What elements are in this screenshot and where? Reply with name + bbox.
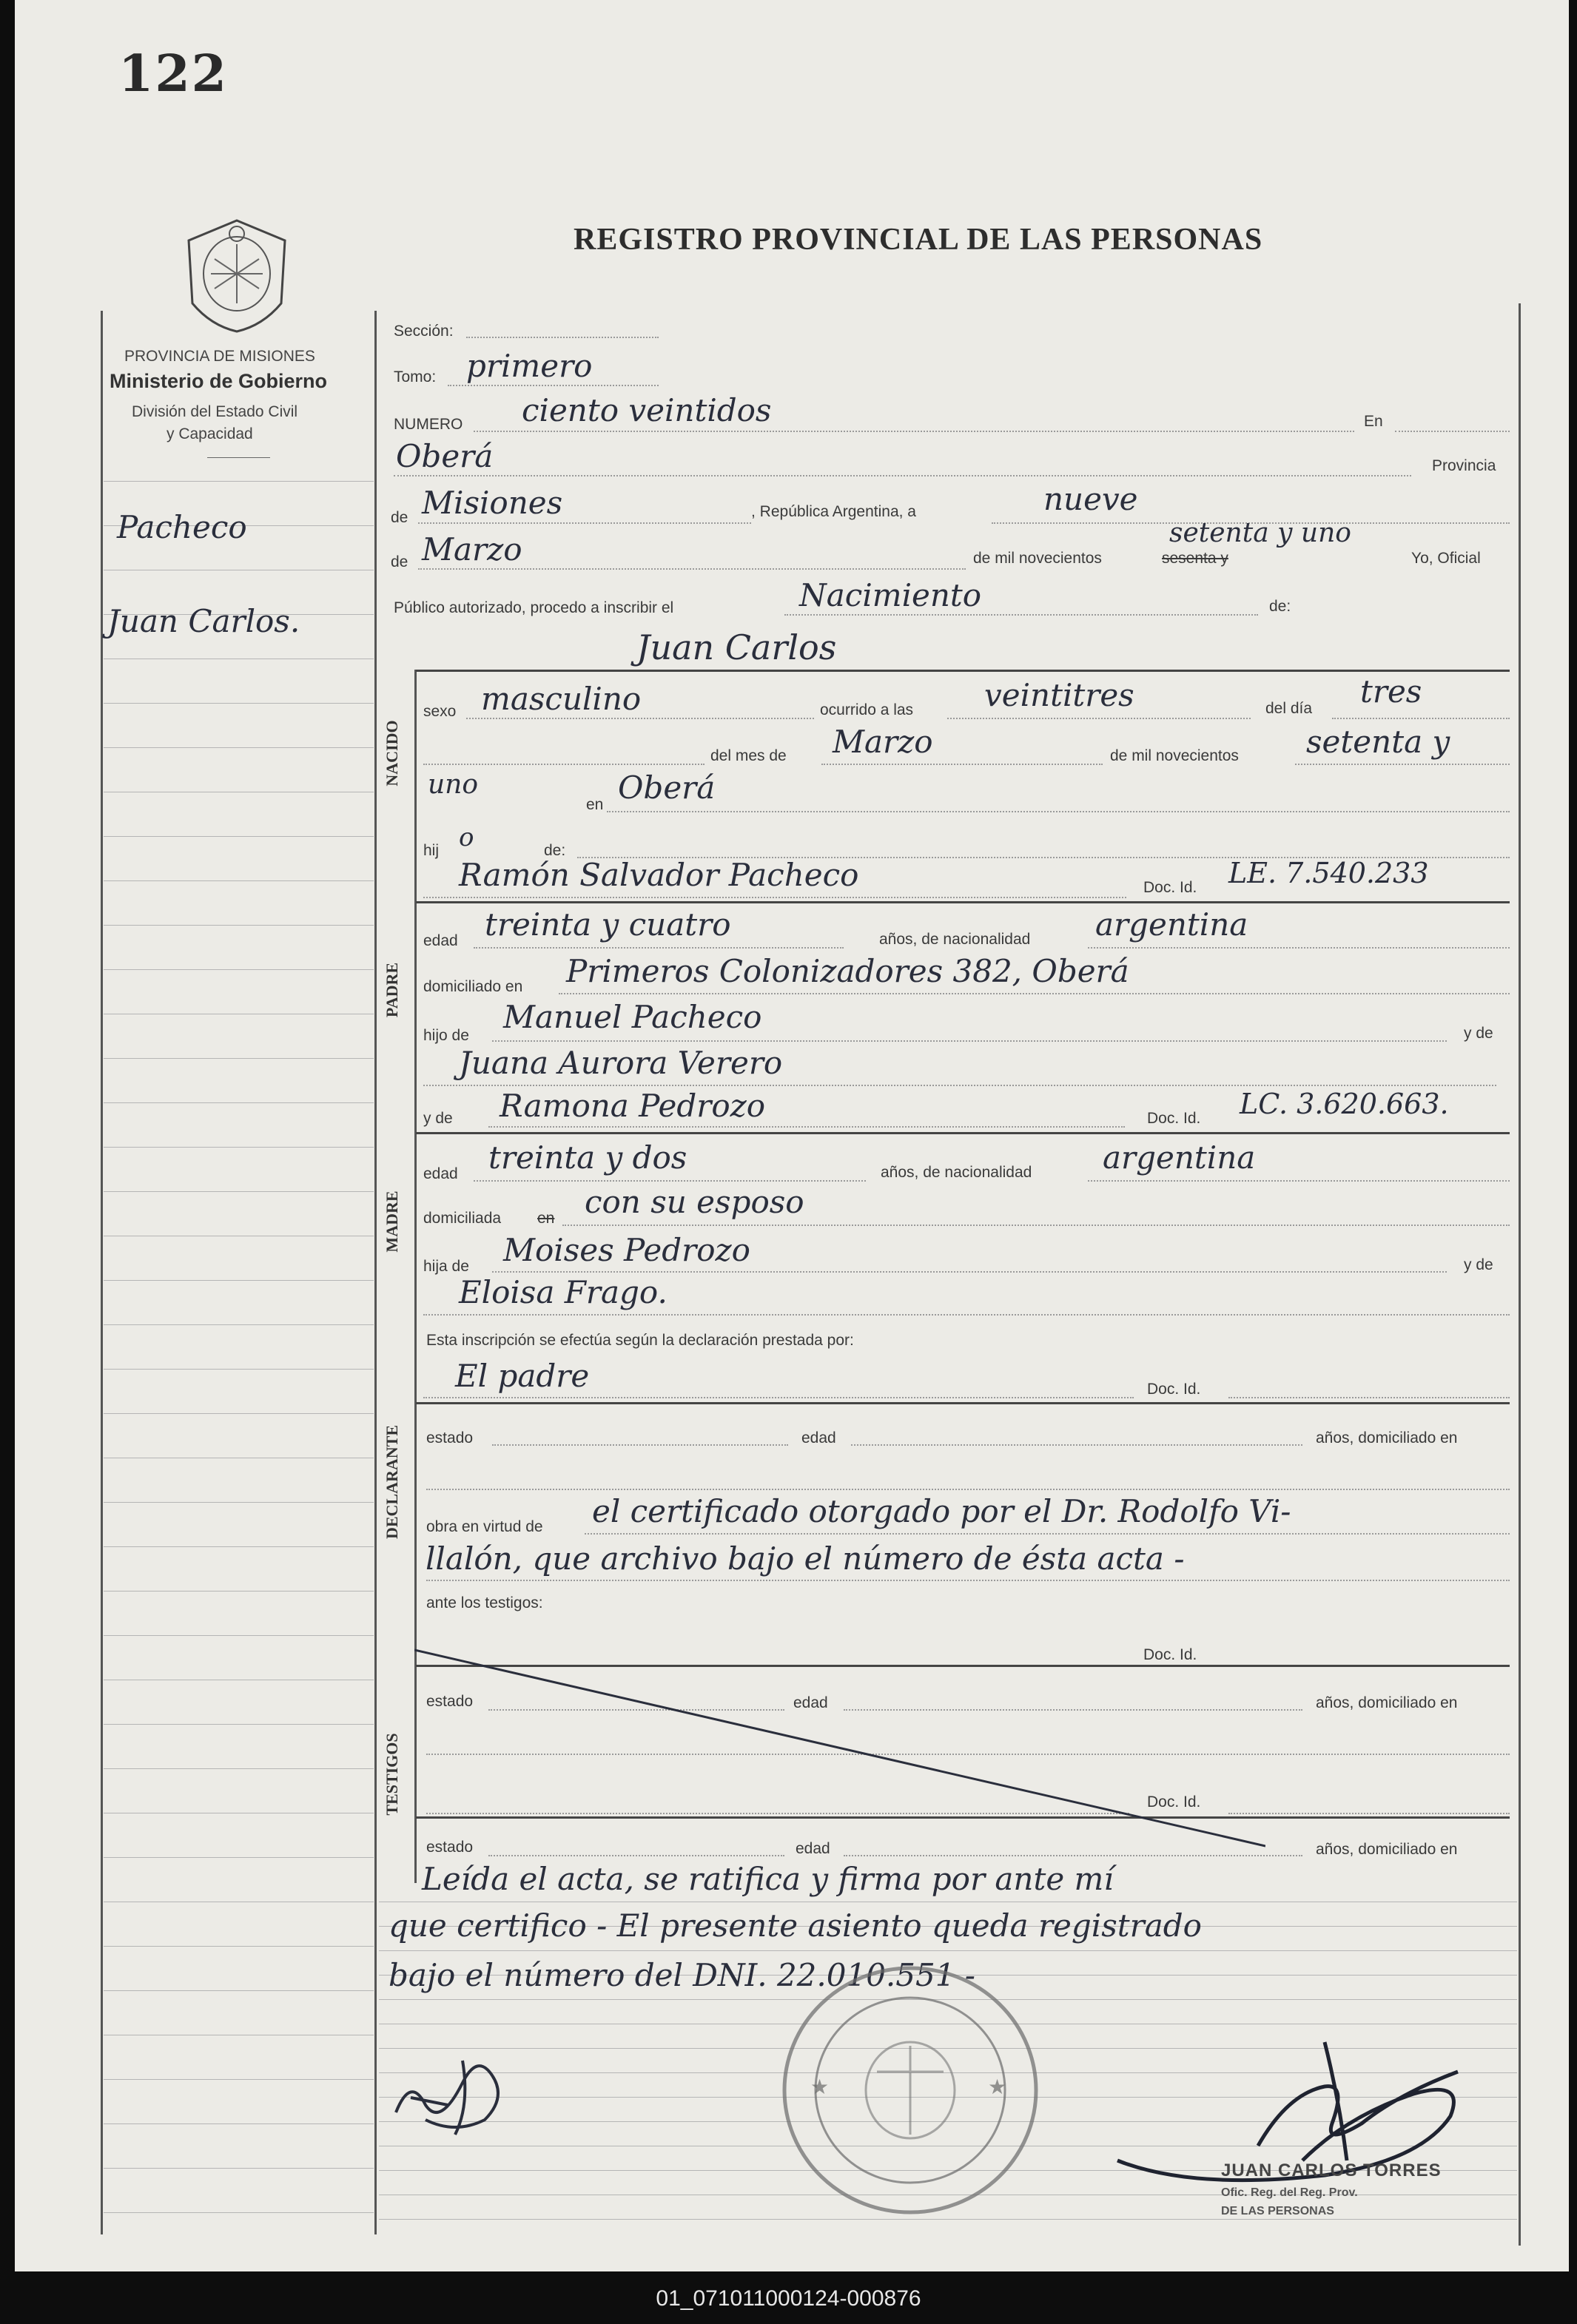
father-mother: Juana Aurora Verero [459, 1045, 783, 1081]
margin-rule [104, 2168, 374, 2169]
margin-rule [104, 1946, 374, 1947]
margin-rule [104, 1191, 374, 1192]
margin-rule [104, 1546, 374, 1547]
section-madre: MADRE [383, 1190, 401, 1253]
division-line-1: División del Estado Civil [132, 403, 298, 420]
provincia-line [418, 522, 751, 524]
section-nacido: NACIDO [383, 720, 401, 787]
father-age: treinta y cuatro [485, 906, 731, 943]
hij-label: hij [423, 842, 440, 859]
father-name: Ramón Salvador Pacheco [459, 857, 859, 893]
witness2-estado-label: estado [426, 1839, 474, 1856]
declarant-anios-label: años, domiciliado en [1316, 1429, 1458, 1446]
name-rule [416, 670, 1510, 672]
acto-value: Nacimiento [799, 577, 982, 613]
margin-rule [104, 2123, 374, 2124]
witness2-doc-line [1228, 1813, 1510, 1814]
mother-mother-line [423, 1314, 1510, 1316]
anio-line [1295, 764, 1510, 765]
ministry-name: Ministerio de Gobierno [110, 370, 328, 392]
father-doc: LE. 7.540.233 [1228, 857, 1429, 889]
svg-text:★: ★ [810, 2075, 830, 2099]
obra-line-2: llalón, que archivo bajo el número de ésta acta - [426, 1540, 1185, 1577]
acto-line [784, 614, 1258, 616]
margin-rule [104, 1990, 374, 1991]
mother-name: Ramona Pedrozo [500, 1088, 766, 1124]
declarant-doc-label: Doc. Id. [1147, 1381, 1201, 1398]
register-title: REGISTRO PROVINCIAL DE LAS PERSONAS [574, 223, 1263, 257]
margin-rule [104, 1058, 374, 1059]
svg-text:★: ★ [988, 2075, 1007, 2099]
margin-rule [104, 1768, 374, 1769]
margin-rule [104, 1280, 374, 1281]
sexo-label: sexo [423, 703, 457, 720]
margin-right-border [374, 311, 377, 2234]
numero-line [474, 431, 1354, 432]
mother-dom: con su esposo [585, 1184, 804, 1220]
witness2-edad-line [844, 1855, 1302, 1856]
en-line [1395, 431, 1510, 432]
mes-value: Marzo [833, 724, 933, 760]
obra-line-1-rule [585, 1533, 1510, 1535]
closing-line-1: Leída el acta, se ratifica y firma por ante mí [422, 1861, 1114, 1897]
day-value: nueve [1043, 481, 1138, 517]
official-title-2: DE LAS PERSONAS [1221, 2205, 1334, 2217]
numero-label: NUMERO [394, 416, 463, 433]
obra-label: obra en virtud de [426, 1518, 543, 1535]
esta-inscripcion-label: Esta inscripción se efectúa según la declaración prestada por: [426, 1332, 854, 1349]
margin-rule [104, 836, 374, 837]
mother-name-line [488, 1126, 1125, 1128]
province-name: PROVINCIA DE MISIONES [124, 348, 315, 365]
declarant-doc-line [1228, 1397, 1510, 1398]
margin-rule [104, 1102, 374, 1103]
official-name: JUAN CARLOS TORRES [1221, 2160, 1442, 2180]
hora-line [947, 718, 1251, 719]
margin-given-names: Juan Carlos. [107, 603, 300, 639]
declarant-edad-line [851, 1444, 1302, 1446]
padre-rule [416, 1132, 1510, 1134]
declarant-estado-line [492, 1444, 788, 1446]
official-seal-stamp-icon [773, 1961, 1055, 2220]
father-nat-line [1088, 947, 1510, 949]
en-label: En [1364, 413, 1383, 430]
mother-father-line [492, 1271, 1447, 1273]
sexo-line [466, 718, 814, 719]
witness2-edad-label: edad [796, 1840, 830, 1857]
margin-surname: Pacheco [117, 509, 247, 545]
declarant-line [423, 1397, 1134, 1398]
dia-line [1332, 718, 1510, 719]
yo-oficial-label: Yo, Oficial [1411, 550, 1481, 567]
father-dom: Primeros Colonizadores 382, Oberá [566, 953, 1129, 989]
en-lc-label: en [586, 796, 604, 813]
declarant-dom-line [426, 1489, 1510, 1490]
provincia-value: Misiones [422, 485, 563, 521]
image-id-footer: 01_071011000124-000876 [656, 2286, 921, 2311]
province-coat-of-arms-icon [181, 215, 292, 337]
father-father-line [492, 1040, 1447, 1042]
mother-age-line [474, 1180, 866, 1182]
tomo-value: primero [466, 348, 593, 384]
sexo-value: masculino [481, 681, 642, 717]
margin-rule [104, 1724, 374, 1725]
obra-line-2-rule [426, 1580, 1510, 1581]
anio-cont: uno [428, 769, 479, 800]
closing-rule [379, 1950, 1517, 1951]
mother-dom-line [562, 1225, 1510, 1226]
father-nat: argentina [1095, 906, 1248, 943]
witness2-anios-label: años, domiciliado en [1316, 1841, 1458, 1858]
margin-rule [104, 925, 374, 926]
witness1-edad-label: edad [793, 1694, 828, 1711]
margin-rule [104, 2212, 374, 2213]
mother-yde-label: y de [423, 1110, 453, 1127]
official-title-1: Ofic. Reg. del Reg. Prov. [1221, 2186, 1358, 2199]
seccion-label: Sección: [394, 323, 454, 340]
anio-value: setenta y [1306, 724, 1450, 760]
numero-value: ciento veintidos [522, 392, 772, 428]
declarant-estado-label: estado [426, 1429, 474, 1446]
de-label: de [391, 509, 408, 526]
mother-nat: argentina [1103, 1139, 1256, 1176]
mother-doc: LC. 3.620.663. [1240, 1088, 1449, 1120]
witness2-estado-line [488, 1855, 784, 1856]
margin-rule [104, 880, 374, 881]
mother-nat-line [1088, 1180, 1510, 1182]
ocurrido-label: ocurrido a las [820, 701, 914, 718]
father-y-de-label: y de [1464, 1025, 1493, 1042]
section-padre: PADRE [383, 962, 401, 1018]
margin-rule [104, 969, 374, 970]
mother-father: Moises Pedrozo [503, 1232, 750, 1268]
witness1-anios-label: años, domiciliado en [1316, 1694, 1458, 1711]
father-doc-label: Doc. Id. [1143, 879, 1197, 896]
mes-line [821, 764, 1103, 765]
margin-rule [104, 1857, 374, 1858]
tomo-label: Tomo: [394, 368, 437, 385]
month-value: Marzo [422, 531, 522, 567]
form-right-border [1519, 303, 1521, 2246]
margin-rule [104, 1413, 374, 1414]
declarant: El padre [455, 1358, 590, 1394]
dia-value: tres [1360, 673, 1422, 710]
margin-rule [104, 1635, 374, 1636]
lugar-line [607, 811, 1510, 812]
margin-rule [104, 2079, 374, 2080]
de-mil-label: de mil novecientos [973, 550, 1102, 567]
father-name-line [423, 897, 1126, 898]
publico-label: Público autorizado, procedo a inscribir el [394, 599, 674, 616]
father-dom-line [559, 993, 1510, 994]
provincia-label: Provincia [1432, 457, 1496, 474]
ante-testigos-label: ante los testigos: [426, 1594, 543, 1611]
division-line-2: y Capacidad [167, 425, 253, 442]
year-words: setenta y uno [1169, 518, 1351, 548]
margin-rule [104, 747, 374, 748]
madre-rule [416, 1402, 1510, 1404]
mother-anios-label: años, de nacionalidad [881, 1164, 1032, 1181]
mes-pre-line [423, 764, 705, 765]
mother-mother: Eloisa Frago. [459, 1274, 668, 1310]
section-testigos: TESTIGOS [383, 1733, 401, 1816]
section-declarante: DECLARANTE [383, 1424, 401, 1540]
father-anios-label: años, de nacionalidad [879, 931, 1031, 948]
margin-left-border [101, 311, 103, 2234]
del-dia-label: del día [1265, 700, 1313, 717]
place-line [394, 475, 1411, 476]
divider [207, 457, 270, 458]
lugar-value: Oberá [618, 769, 716, 806]
witness1-doc-label: Doc. Id. [1143, 1646, 1197, 1663]
place-value: Oberá [396, 438, 494, 474]
father-edad-label: edad [423, 932, 458, 949]
tomo-line [448, 385, 659, 386]
margin-rule [104, 481, 374, 482]
margin-rule [104, 1147, 374, 1148]
hora-value: veintitres [984, 677, 1134, 713]
nacido-rule [416, 901, 1510, 903]
witness1-estado-label: estado [426, 1693, 474, 1710]
margin-rule [104, 1502, 374, 1503]
child-name: Juan Carlos [636, 627, 837, 667]
margin-rule [104, 1324, 374, 1325]
mother-doc-label: Doc. Id. [1147, 1110, 1201, 1127]
mother-dom-label: domiciliada [423, 1210, 502, 1227]
sesenta-struck: sesenta y [1162, 550, 1228, 567]
father-hijo-label: hijo de [423, 1027, 469, 1044]
witness-strike-line [414, 1646, 1265, 1853]
mother-edad-label: edad [423, 1165, 458, 1182]
hijo-suffix: o [459, 823, 474, 852]
mother-hija-label: hija de [423, 1258, 469, 1275]
mother-y-de-label: y de [1464, 1256, 1493, 1273]
margin-rule [104, 703, 374, 704]
republica-label: , República Argentina, a [751, 503, 916, 520]
month-line [418, 568, 966, 570]
margin-rule [104, 1591, 374, 1592]
de-c-label: de: [544, 842, 566, 859]
margin-rule [104, 1369, 374, 1370]
witness2-doc-label: Doc. Id. [1147, 1793, 1201, 1811]
father-age-line [474, 947, 844, 949]
closing-line-2: que certifico - El presente asiento queda registrado [389, 1907, 1202, 1944]
del-mes-label: del mes de [710, 747, 787, 764]
obra-line-1: el certificado otorgado por el Dr. Rodolfo Vi- [592, 1493, 1291, 1529]
closing-line-3: bajo el número del DNI. 22.010.551 - [389, 1957, 975, 1993]
en-struck: en [537, 1210, 555, 1227]
page-number: 122 [118, 44, 228, 104]
declarant-signature-icon [381, 2031, 522, 2142]
de-label-2: de [391, 553, 408, 570]
declarant-edad-label: edad [801, 1429, 836, 1446]
father-mother-line [423, 1085, 1496, 1086]
de-mil-nov-label: de mil novecientos [1110, 747, 1239, 764]
de-colon-label: de: [1269, 598, 1291, 615]
father-dom-label: domiciliado en [423, 978, 523, 995]
mother-age: treinta y dos [488, 1139, 687, 1176]
seccion-line [466, 337, 659, 338]
father-father: Manuel Pacheco [503, 999, 762, 1035]
